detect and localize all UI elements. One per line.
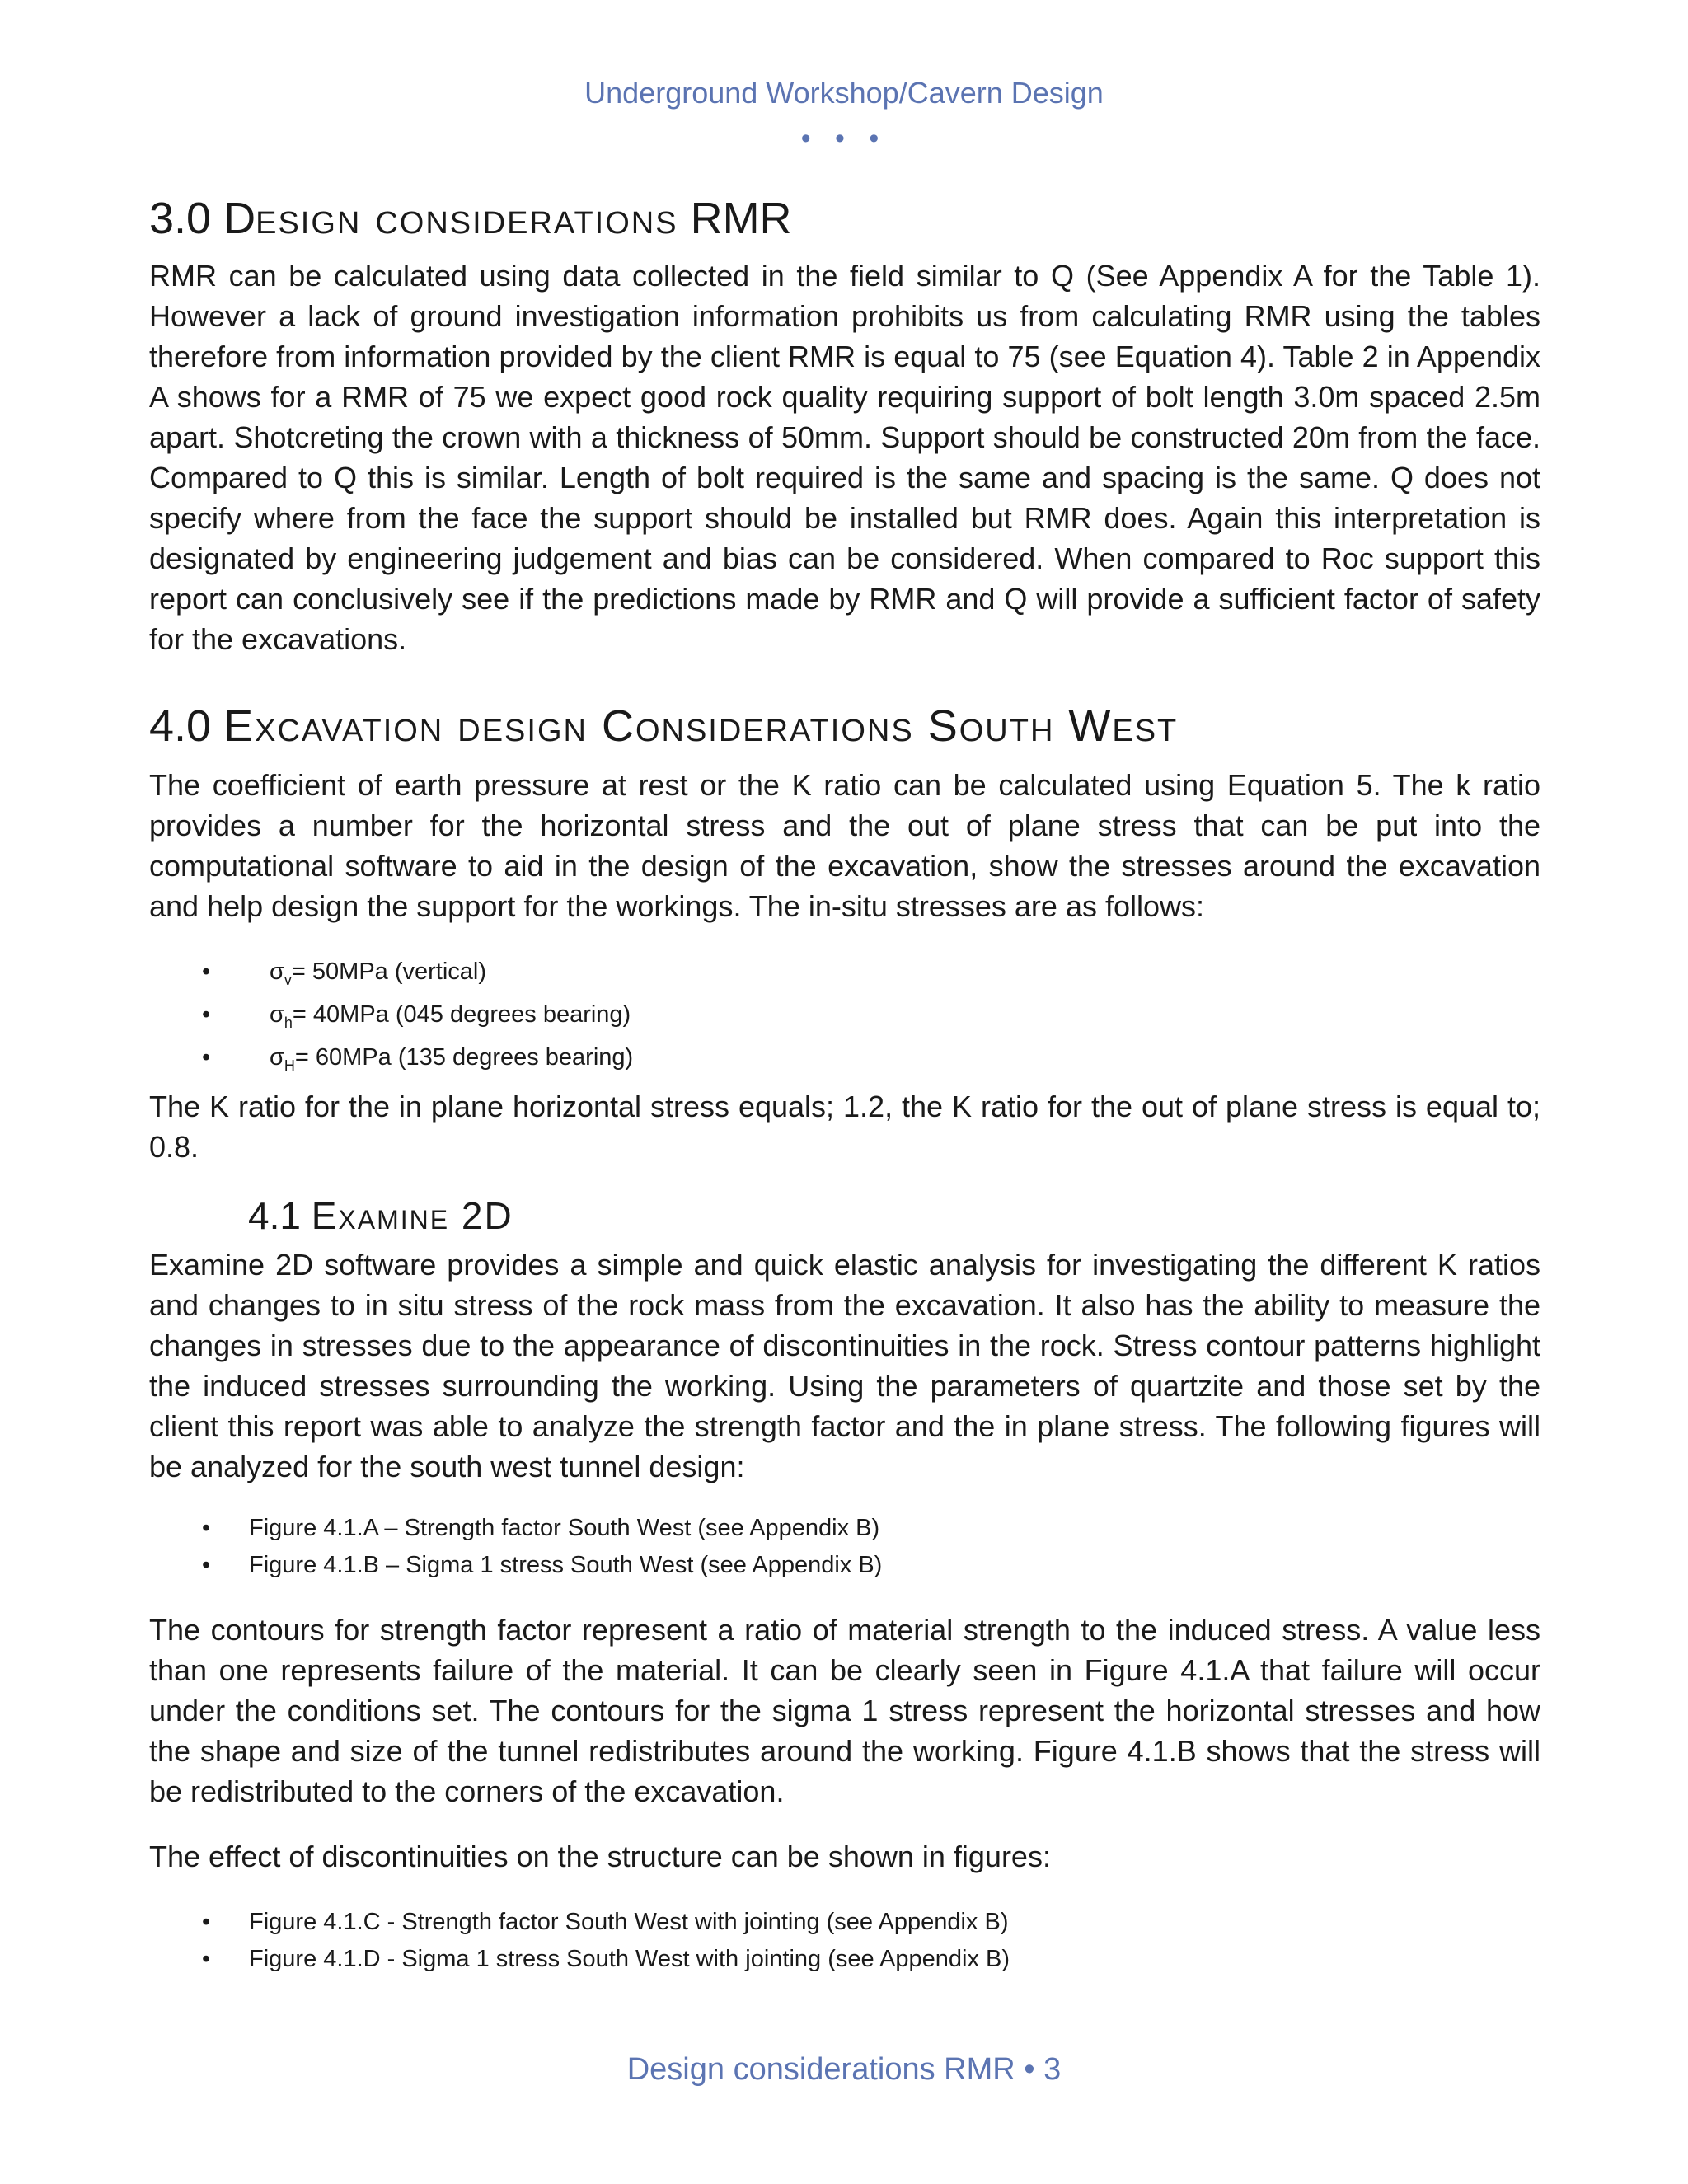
stress-item [149, 1040, 1540, 1083]
section-4-body [149, 765, 1540, 926]
bullet-icon: • [202, 1909, 211, 1935]
stress-subscript: h [284, 1014, 293, 1031]
bullet-icon: • [202, 1515, 211, 1541]
section-4-1-number: 4.1 [248, 1194, 301, 1237]
section-4-heading [149, 702, 1540, 751]
section-3-body [149, 255, 1540, 659]
header-dots: • • • [800, 123, 888, 154]
running-header: Underground Workshop/Cavern Design [584, 76, 1104, 110]
section-4-1-paragraph-2: The contours for strength factor represent a ratio of material strength to the induced stress. A value less than one represents failure of the material. It can be clearly seen in Figure 4.1.A that failure will occur under the conditions set. The contours for the sigma 1 stress represent the horizontal stresses and how the shape and size of the tunnel redistributes around the working. Figure 4.1.B shows that the stress will be redistributed to the corners of the excavation. [149, 1613, 1540, 1808]
bullet-icon: • [202, 1043, 211, 1071]
section-4-1-body [149, 1244, 1540, 1487]
bullet-icon: • [202, 1552, 211, 1578]
stress-symbol: σ [270, 1043, 284, 1071]
section-4-title: Excavation design Considerations South West [223, 701, 1179, 751]
figure-list-item [149, 1510, 1540, 1547]
stress-list-wrap [149, 954, 1540, 1082]
figure-list-item [149, 1547, 1540, 1584]
stress-subscript: H [284, 1057, 295, 1074]
figure-list-2 [149, 1904, 1540, 1978]
stress-subscript: v [284, 971, 292, 988]
section-4-body-2 [149, 1086, 1540, 1167]
stress-item [149, 954, 1540, 997]
section-3-title: esign considerations [256, 194, 678, 243]
section-4-1-paragraph-3: The effect of discontinuities on the structure can be shown in figures: [149, 1840, 1051, 1873]
figure-list-2-wrap [149, 1904, 1540, 1978]
section-4-1-body-2 [149, 1610, 1540, 1811]
section-3-title-rmr: RMR [690, 194, 792, 243]
stress-item [149, 997, 1540, 1040]
figure-list-1 [149, 1510, 1540, 1584]
section-3 [149, 194, 1540, 243]
section-4 [149, 702, 1540, 751]
stress-symbol: σ [270, 1001, 284, 1028]
figure-reference: Figure 4.1.D - Sigma 1 stress South West with jointing (see Appendix B) [249, 1946, 1010, 1972]
section-4-1 [149, 1195, 1540, 1237]
section-4-1-heading [248, 1195, 1540, 1237]
figure-list-item [149, 1941, 1540, 1978]
section-4-1-title: Examine 2D [311, 1194, 513, 1237]
figure-list-1-wrap [149, 1510, 1540, 1584]
section-4-1-body-3 [149, 1836, 1540, 1877]
section-4-paragraph-2: The K ratio for the in plane horizontal stress equals; 1.2, the K ratio for the out of plane stress is equal to; 0.8. [149, 1090, 1540, 1164]
section-3-heading [149, 194, 1540, 243]
stress-list [149, 954, 1540, 1082]
bullet-icon: • [202, 1001, 211, 1028]
figure-reference: Figure 4.1.B – Sigma 1 stress South West (see Appendix B) [249, 1552, 883, 1578]
figure-reference: Figure 4.1.A – Strength factor South West (see Appendix B) [249, 1515, 880, 1541]
bullet-icon: • [202, 1946, 211, 1972]
section-3-number: 3.0 [149, 194, 212, 243]
section-3-paragraph: RMR can be calculated using data collected in the field similar to Q (See Appendix A for the Table 1). However a lack of ground investigation information prohibits us from calculating RMR using the tables therefore from information provided by the client RMR is equal to 75 (see Equation 4). Table 2 in Appendix A shows for a RMR of 75 we expect good rock quality requiring support of bolt length 3.0m spaced 2.5m apart. Shotcreting the crown with a thickness of 50mm. Support should be constructed 20m from the face. Compared to Q this is similar. Length of bolt required is the same and spacing is the same. Q does not specify where from the face the support should be installed but RMR does. Again this interpretation is designated by engineering judgement and bias can be considered. When compared to Roc support this report can conclusively see if the predictions made by RMR and Q will provide a sufficient factor of safety for the excavations. [149, 259, 1540, 656]
figure-reference: Figure 4.1.C - Strength factor South West with jointing (see Appendix B) [249, 1909, 1009, 1935]
running-footer: Design considerations RMR • 3 [626, 2052, 1062, 2087]
section-3-title-initial: D [223, 194, 256, 243]
section-4-number: 4.0 [149, 701, 212, 751]
stress-symbol: σ [270, 958, 284, 985]
bullet-icon: • [202, 958, 211, 985]
stress-value: = 40MPa (045 degrees bearing) [292, 1001, 631, 1028]
stress-value: = 60MPa (135 degrees bearing) [294, 1043, 634, 1071]
stress-value: = 50MPa (vertical) [291, 958, 487, 985]
section-4-1-paragraph-1: Examine 2D software provides a simple and quick elastic analysis for investigating the different K ratios and changes to in situ stress of the rock mass from the excavation. It also has the ability to measure the changes in stresses due to the appearance of discontinuities in the rock. Stress contour patterns highlight the induced stresses surrounding the working. Using the parameters of quartzite and those set by the client this report was able to analyze the strength factor and the in plane stress. The following figures will be analyzed for the south west tunnel design: [149, 1248, 1540, 1483]
section-4-paragraph-1: The coefficient of earth pressure at rest or the K ratio can be calculated using Equation 5. The k ratio provides a number for the horizontal stress and the out of plane stress that can be put into the computational software to aid in the design of the excavation, show the stresses around the excavation and help design the support for the workings. The in-situ stresses are as follows: [149, 768, 1540, 923]
figure-list-item [149, 1904, 1540, 1941]
